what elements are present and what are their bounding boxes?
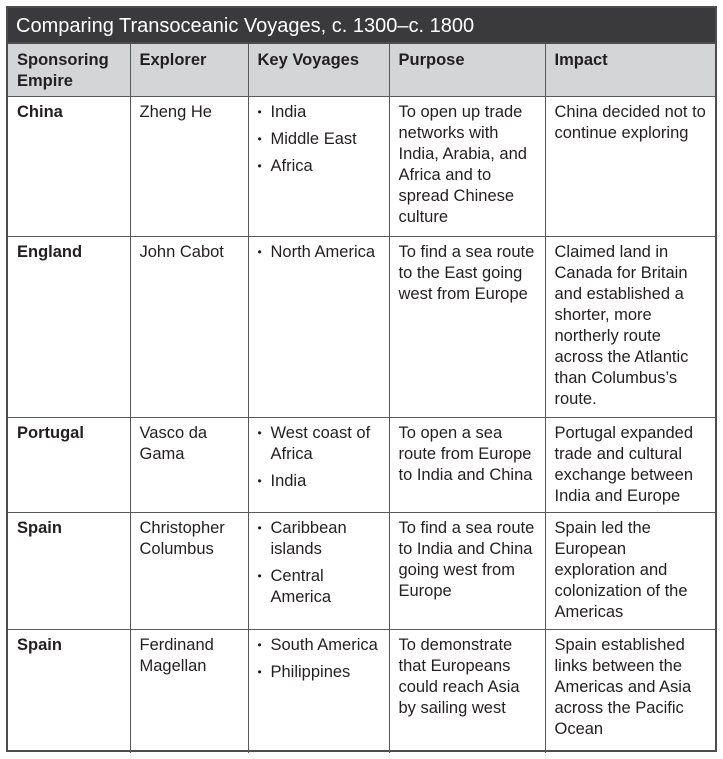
voyage-item: • North America (258, 242, 381, 263)
voyage-item: • Middle East (258, 129, 381, 150)
voyage-item: • Africa (258, 156, 381, 177)
empire-cell: Spain (8, 630, 130, 753)
voyage-item: • Caribbean islands (258, 518, 381, 560)
purpose-cell: To open a sea route from Europe to India and China (389, 418, 545, 513)
header-key-voyages: Key Voyages (248, 44, 389, 97)
explorer-cell: John Cabot (130, 237, 248, 418)
explorer-cell: Ferdinand Magellan (130, 630, 248, 753)
table-row (8, 418, 715, 513)
voyages-cell (248, 237, 389, 418)
voyage-item: • Philippines (258, 662, 381, 683)
voyages-cell (248, 418, 389, 513)
voyages-cell (248, 97, 389, 237)
explorer-cell: Zheng He (130, 97, 248, 237)
header-sponsoring-empire: Sponsoring Empire (8, 44, 130, 97)
voyages-cell (248, 513, 389, 630)
voyage-item: • West coast of Africa (258, 423, 381, 465)
header-impact: Impact (545, 44, 715, 97)
impact-cell: Claimed land in Canada for Britain and established a shorter, more northerly route across the Atlantic than Columbus’s route. (545, 237, 715, 418)
table-row (8, 97, 715, 237)
table-row (8, 513, 715, 630)
voyages-list (258, 102, 381, 177)
impact-cell: China decided not to continue exploring (545, 97, 715, 237)
purpose-cell: To demonstrate that Europeans could reach Asia by sailing west (389, 630, 545, 753)
voyages-cell (248, 630, 389, 753)
chart-title: Comparing Transoceanic Voyages, c. 1300–c. 1800 (8, 8, 715, 44)
explorer-cell: Vasco da Gama (130, 418, 248, 513)
purpose-cell: To find a sea route to India and China going west from Europe (389, 513, 545, 630)
voyage-item: • India (258, 471, 381, 492)
impact-cell: Portugal expanded trade and cultural exchange between India and Europe (545, 418, 715, 513)
table-row (8, 237, 715, 418)
voyages-list (258, 242, 381, 263)
empire-cell: England (8, 237, 130, 418)
empire-cell: Portugal (8, 418, 130, 513)
voyages-list (258, 518, 381, 608)
voyage-item: • India (258, 102, 381, 123)
voyages-table (8, 44, 715, 753)
purpose-cell: To find a sea route to the East going west from Europe (389, 237, 545, 418)
voyages-list (258, 423, 381, 492)
table-row (8, 630, 715, 753)
empire-cell: China (8, 97, 130, 237)
voyages-comparison-chart (6, 6, 717, 752)
impact-cell: Spain established links between the Americas and Asia across the Pacific Ocean (545, 630, 715, 753)
voyages-list (258, 635, 381, 683)
explorer-cell: Christopher Columbus (130, 513, 248, 630)
impact-cell: Spain led the European exploration and colonization of the Americas (545, 513, 715, 630)
purpose-cell: To open up trade networks with India, Arabia, and Africa and to spread Chinese culture (389, 97, 545, 237)
header-explorer: Explorer (130, 44, 248, 97)
header-purpose: Purpose (389, 44, 545, 97)
header-row (8, 44, 715, 97)
empire-cell: Spain (8, 513, 130, 630)
voyage-item: • South America (258, 635, 381, 656)
voyage-item: • Central America (258, 566, 381, 608)
